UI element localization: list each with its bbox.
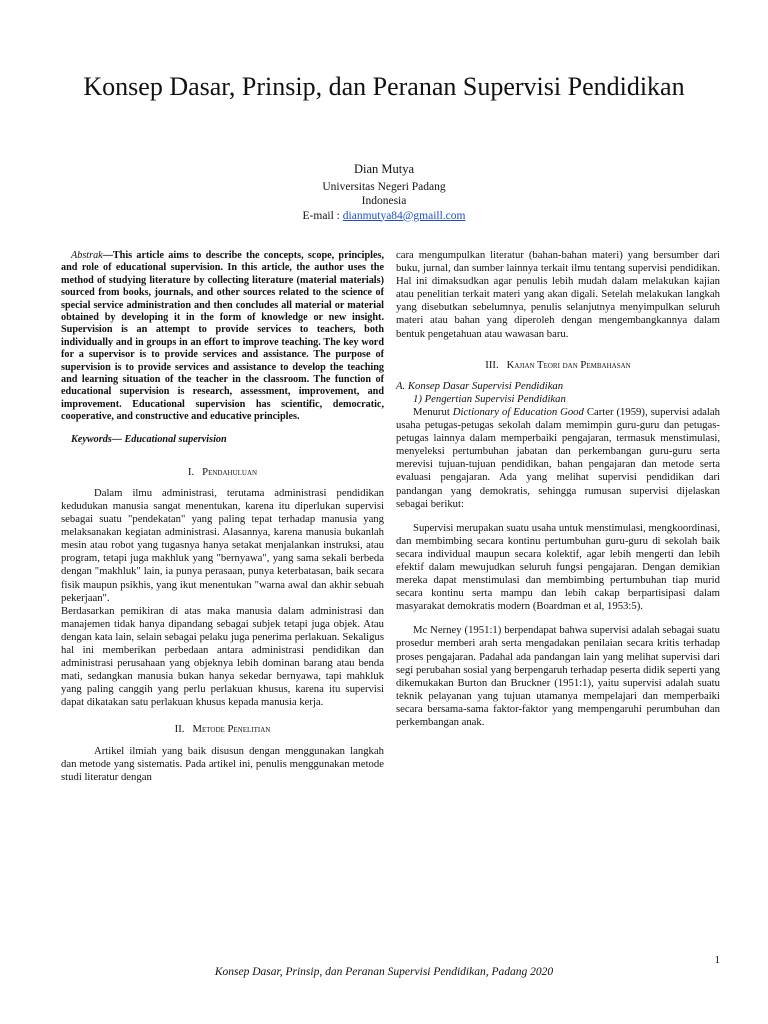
section-heading-kajian — [396, 359, 720, 372]
section-title: Pendahuluan — [202, 465, 258, 478]
paragraph: Artikel ilmiah yang baik disusun dengan menggunakan langkah dan metode yang sistematis. Pada artikel ini, penulis menggunakan metode studi literatur dengan — [61, 744, 384, 783]
author-name: Dian Mutya — [353, 162, 415, 176]
author-country: Indonesia — [361, 195, 407, 207]
section-title: Kajian Teori dan Pembahasan — [506, 358, 631, 371]
author-email-line — [0, 209, 768, 224]
left-column — [61, 250, 384, 784]
section-heading-pendahuluan — [61, 466, 384, 479]
paper-title: Konsep Dasar, Prinsip, dan Peranan Supervisi Pendidikan — [83, 72, 685, 101]
page-number: 1 — [714, 954, 720, 966]
abstract — [61, 250, 384, 424]
section-title: Metode Penelitian — [192, 723, 271, 736]
section-number: III. — [485, 358, 499, 371]
section-number: II. — [174, 723, 185, 736]
paragraph: Berdasarkan pemikiran di atas maka manusia dalam administrasi dan manajemen tidak hanya dipandang sebagai subjek tetapi juga objek. Atau dengan kata lain, selain sebagai pelaku juga penerima perlakuan. Sekaligus hal ini memberikan perbedaan antara administrasi pendidikan dan administrasi perusahaan yang objeknya lebih dominan barang atau benda mati, sedangkan manusia bukan hanya sekedar bernyawa, tapi mahkluk yang paling canggih yang perlu perlakuan khusus, karena itu supervisi dapat dikatakan satu perlakuan khusus kepada manusia kerja. — [61, 604, 384, 709]
paragraph: Supervisi merupakan suatu usaha untuk menstimulasi, mengkoordinasi, dan membimbing secara kontinu pertumbuhan guru-guru di sekolah baik secara individual maupun secara kolektif, agar lebih mengerti dan lebih efektif dalam mewujudkan seluruh fungsi pengajaran. Dengan demikian mereka dapat menstimulasi dan membimbing pertumbuhan tiap murid secara kontinu serta mampu dan lebih cakap berpartisipasi dalam masyarakat demokratis modern (Boardman et al, 1953:5). — [396, 521, 720, 613]
keywords: Keywords— Educational supervision — [71, 433, 227, 445]
right-column — [396, 249, 720, 729]
email-label: E-mail : — [302, 209, 343, 222]
paragraph: Dalam ilmu administrasi, terutama administrasi pendidikan kedudukan manusia sangat menentukan, karena itu diperlukan supervisi sebagai suatu "pendekatan" yang paling tepat terhadap manusia yang melaksanakan kegiatan administrasi. Alasannya, karena manusia bukanlah mesin atau robot yang tugasnya hanya setakat menjalankan instruksi, atau program, tetapi juga makhluk yang "bernyawa", yang sama sekali berbeda dengan "makhluk" lain, ia punya perasaan, punya keterbatasan, baik secara fisik maupun psikhis, yang ikut menentukan "warna awal dan akhir sebuah pekerjaan". — [61, 486, 384, 604]
text-run: Menurut — [413, 405, 453, 418]
subsection-heading: A. Konsep Dasar Supervisi Pendidikan — [396, 379, 564, 392]
author-block — [0, 162, 768, 223]
paragraph: cara mengumpulkan literatur (bahan-bahan materi) yang bersumber dari buku, jurnal, dan sumber lainnya terkait ilmu tentang supervisi pendidikan. Hal ini dimaksudkan agar penulis lebih mudah dalam melakukan kajian atau penelitian terkait materi yang akan digali. Setelah melakukan langkah yang disebutkan sebelumnya, penulis selanjutnya menyimpulkan seluruh materi atau bahan yang diperoleh dengan mengembangkannya dalam bentuk pengetahuan atau wawasan baru. — [396, 249, 720, 340]
subsubsection-heading: 1) Pengertian Supervisi Pendidikan — [413, 392, 566, 405]
paragraph: Mc Nerney (1951:1) berpendapat bahwa supervisi adalah sebagai suatu prosedur memberi arah serta mengadakan penilaian secara kritis terhadap proses pengajaran. Padahal ada pandangan lain yang melihat supervisi dari segi perubahan sosial yang berpengaruh terhadap peserta didik seperti yang dikemukakan Burton dan Bruckner (1951:1), yaitu supervisi adalah suatu teknik pelayanan yang tujuan utamanya mempelajari dan memperbaiki secara bersama-sama faktor-faktor yang mempengaruhi perumbuhan dan perkembangan anak. — [396, 624, 720, 728]
paragraph — [396, 406, 720, 511]
section-heading-metode — [61, 723, 384, 736]
abstract-text: —This article aims to describe the concepts, scope, principles, and role of educational supervision. In this article, the author uses the method of studying literature by collecting literature (material materials) sourced from books, journals, and other sources related to the science of special service administration and then concludes all material or material obtained by developing it in the form of knowledge or new insight. Supervision is an attempt to provide services to teachers, both individually and in groups in an effort to improve teaching. The key word for a supervisor is to provide services and assistance. The purpose of supervision is to provide services and assistance to develop the teaching and learning situation of the teacher in the classroom. The function of educational supervision is research, assessment, improvement, and improvement. Educational supervision has scientific, democratic, cooperative, and constructive and educative principles. — [61, 250, 384, 423]
book-title: Dictionary of Education Good — [452, 405, 584, 418]
page-footer: Konsep Dasar, Prinsip, dan Peranan Supervisi Pendidikan, Padang 2020 — [214, 966, 554, 978]
section-number: I. — [187, 465, 195, 478]
author-affiliation: Universitas Negeri Padang — [322, 180, 446, 193]
text-run: Carter (1959), supervisi adalah usaha petugas-petugas sekolah dalam memimpin guru-guru dan petugas-petugas lainnya dalam memperbaiki pengajaran, termasuk menstimulasi, menyeleksi pertumbuhan jabatan dan perkembangan guru-guru serta merevisi tujuan-tujuan pendidikan, bahan pengajaran dan metode serta evaluasi pengajaran. Ada yang melihat supervisi pendidikan dari pandangan yang demokratis, sehingga rumusan supervisi dijelaskan sebagai berikut: — [396, 405, 720, 510]
abstract-label: Abstrak — [71, 250, 103, 261]
email-link[interactable]: dianmutya84@gmaill.com — [342, 209, 466, 222]
